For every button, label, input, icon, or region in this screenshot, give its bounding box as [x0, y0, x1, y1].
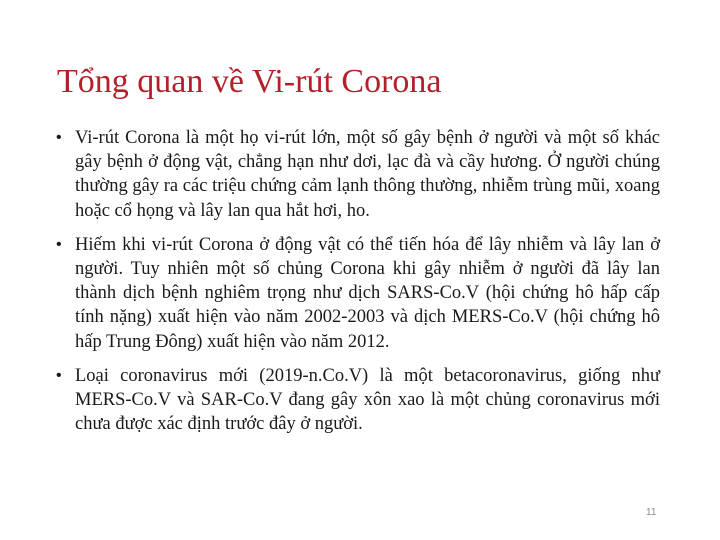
bullet-icon: •	[56, 129, 62, 146]
slide-title: Tổng quan về Vi-rút Corona	[57, 63, 442, 100]
bullet-item	[56, 233, 660, 354]
bullet-text: Loại coronavirus mới (2019-n.Co.V) là một betacoronavirus, giống như MERS-Co.V và SAR-Co.V đang gây xôn xao là một chủng coronavirus mới chưa được xác định trước đây ở người.	[75, 365, 660, 435]
bullet-icon: •	[56, 366, 62, 384]
bullet-text: Hiếm khi vi-rút Corona ở động vật có thể tiến hóa để lây nhiễm và lây lan ở người. Tuy nhiên một số chủng Corona khi gây nhiễm ở người đã lây lan thành dịch bệnh nghiêm trọng như dịch SARS-Co.V (hội chứng hô hấp cấp tính nặng) xuất hiện vào năm 2002-2003 và dịch MERS-Co.V (hội chứng hô hấp Trung Đông) xuất hiện vào năm 2012.	[75, 234, 660, 352]
bullet-list	[56, 126, 660, 446]
bullet-item	[56, 364, 660, 437]
bullet-item	[56, 126, 660, 223]
page-number: 11	[646, 507, 657, 518]
bullet-text: Vi-rút Corona là một họ vi-rút lớn, một số gây bệnh ở người và một số khác gây bệnh ở động vật, chẳng hạn như dơi, lạc đà và cầy hương. Ở người chúng thường gây ra các triệu chứng cảm lạnh thông thường, nhiễm trùng mũi, xoang hoặc cổ họng và lây lan qua hắt hơi, ho.	[75, 128, 660, 221]
bullet-icon: •	[56, 235, 62, 253]
